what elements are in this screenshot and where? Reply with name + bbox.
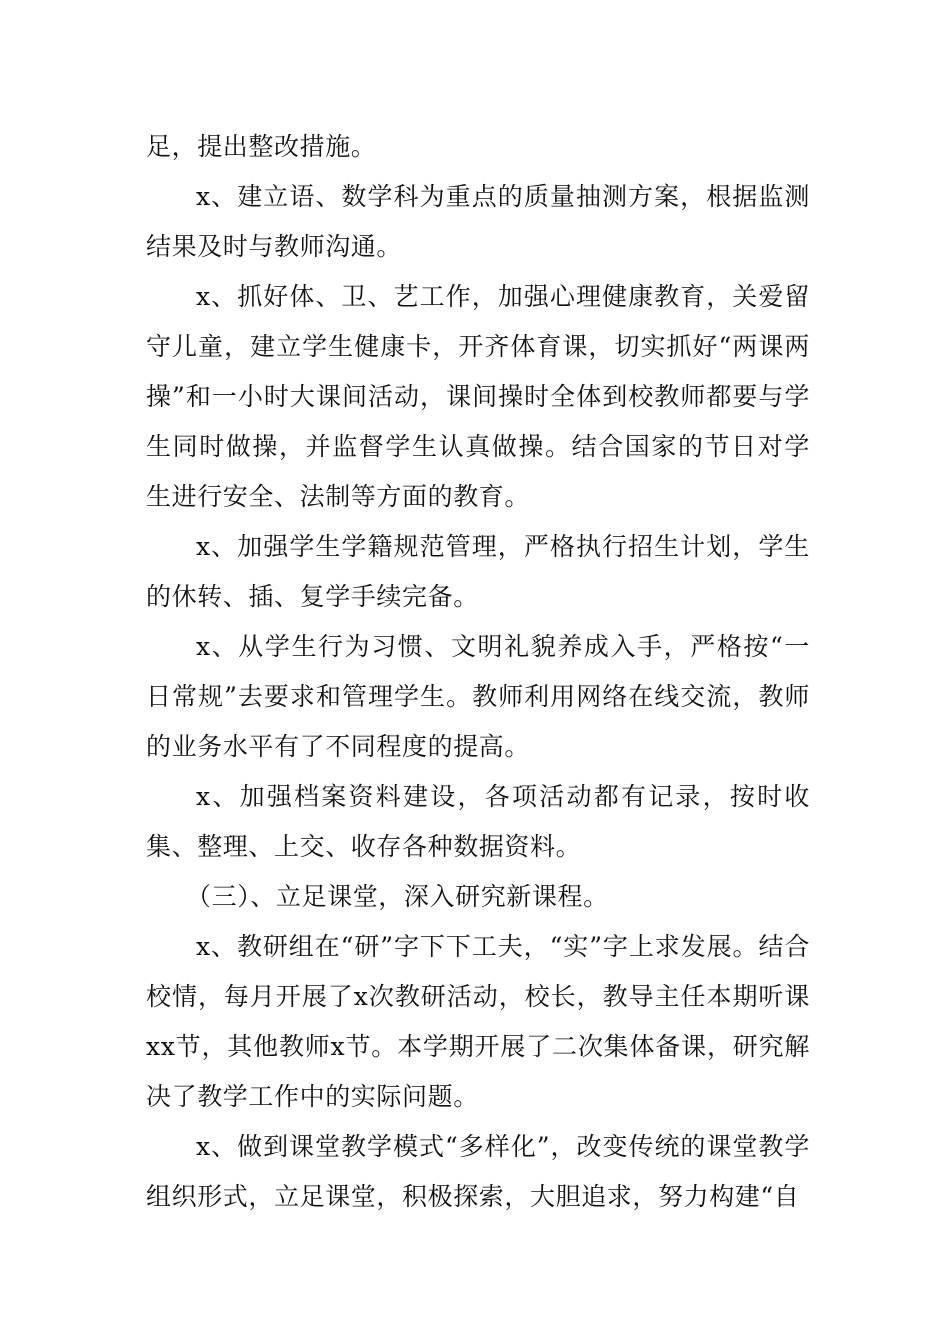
document-body	[146, 122, 810, 1222]
paragraph-teaching-research: x、教研组在“研”字下下工夫，“实”字上求发展。结合校情，每月开展了x次教研活动，校长，教导主任本期听课xx节，其他教师x节。本学期开展了二次集体备课，研究解决了教学工作中的实际问题。	[146, 932, 810, 1111]
paragraph-behavior-habits: x、从学生行为习惯、文明礼貌养成入手，严格按“一日常规”去要求和管理学生。教师利用网络在线交流，教师的业务水平有了不同程度的提高。	[146, 632, 810, 761]
paragraph-student-registry: x、加强学生学籍规范管理，严格执行招生计划，学生的休转、插、复学手续完备。	[146, 532, 810, 611]
section-heading-classroom: （三）、立足课堂，深入研究新课程。	[186, 882, 609, 911]
paragraph-continuation: 足，提出整改措施。	[146, 132, 377, 161]
paragraph-archives: x、加强档案资料建设，各项活动都有记录，按时收集、整理、上交、收存各种数据资料。	[146, 782, 810, 861]
paragraph-health-education: x、抓好体、卫、艺工作，加强心理健康教育，关爱留守儿童，建立学生健康卡，开齐体育课，切实抓好“两课两操”和一小时大课间活动，课间操时全体到校教师都要与学生同时做操，并监督学生认真做操。结合国家的节日对学生进行安全、法制等方面的教育。	[146, 282, 810, 511]
paragraph-quality-testing: x、建立语、数学科为重点的质量抽测方案，根据监测结果及时与教师沟通。	[146, 182, 810, 261]
paragraph-teaching-model: x、做到课堂教学模式“多样化”，改变传统的课堂教学组织形式，立足课堂，积极探索，大胆追求，努力构建“自	[146, 1132, 810, 1211]
